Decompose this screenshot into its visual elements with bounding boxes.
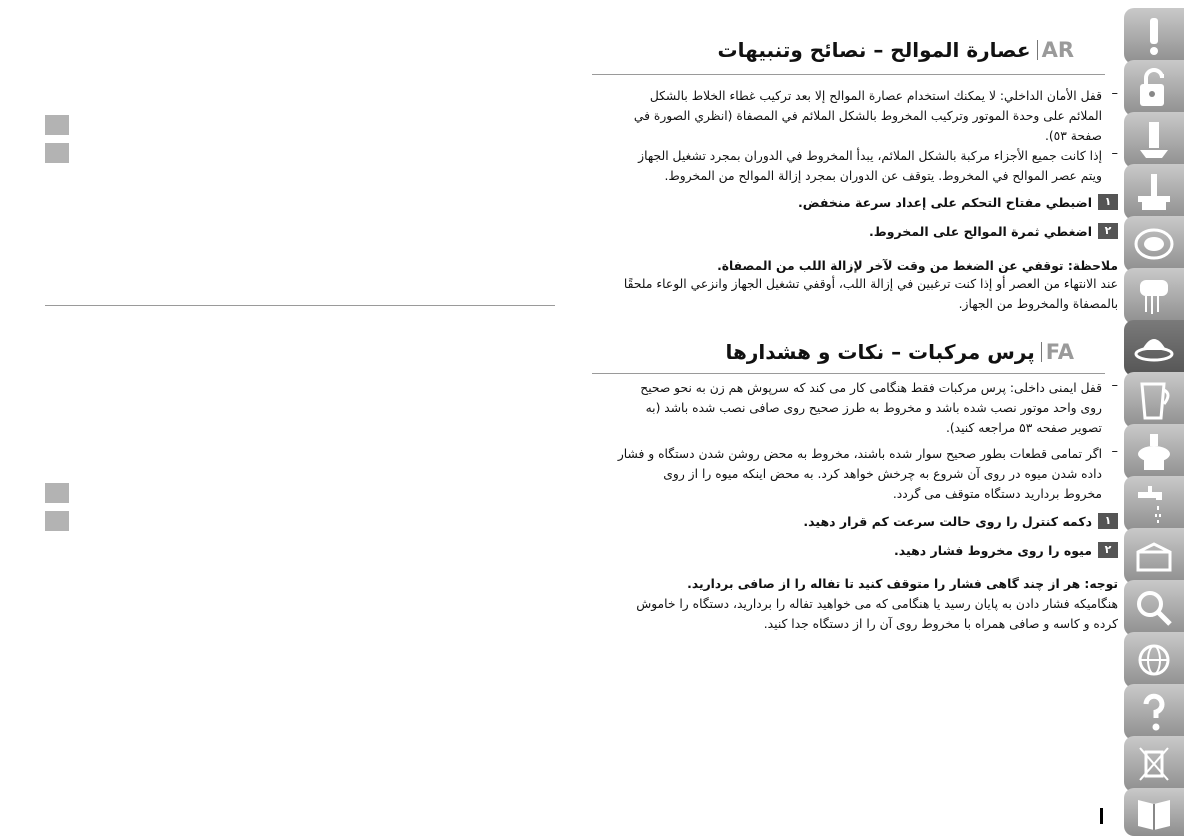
ar-step-2 (869, 223, 1118, 239)
tab-storage[interactable] (1124, 528, 1184, 584)
ar-bullet-mark-1: – (1111, 86, 1118, 101)
tab-juicer[interactable] (1124, 424, 1184, 480)
faucet-cleaning-icon (1132, 482, 1176, 526)
fa-bullet2-line3: مخروط بردارید دستگاه متوقف می گردد. (892, 487, 1102, 501)
tab-blender[interactable] (1124, 112, 1184, 168)
left-divider (45, 305, 555, 306)
ar-title: عصارة الموالح – نصائح وتنبيهات (717, 38, 1031, 62)
magnifier-icon (1132, 586, 1176, 630)
ar-step-1 (798, 194, 1118, 210)
fa-step-1 (803, 513, 1118, 529)
fa-bullet-mark-2: – (1111, 444, 1118, 459)
tab-jug[interactable] (1124, 372, 1184, 428)
fa-end-text (558, 594, 1118, 634)
question-mark-icon (1132, 690, 1176, 734)
ar-bullet1-text (592, 86, 1102, 146)
fa-end-line1: هنگامیکه فشار دادن به پایان رسید یا هنگامی که می خواهید تفاله را بردارید، دستگاه را خاموش (636, 597, 1118, 611)
fa-bullet2-line1: اگر تمامی قطعات بطور صحیح سوار شده باشند، مخروط به محض روشن شدن دستگاه و فشار (617, 447, 1102, 461)
tab-questions[interactable] (1124, 684, 1184, 740)
fa-step-2-number: ۲ (1098, 542, 1118, 558)
ar-bullet1-line1: قفل الأمان الداخلي: لا يمكنك استخدام عصارة الموالح إلا بعد تركيب غطاء الخلاط بالشكل (649, 89, 1102, 103)
tab-guarantee[interactable] (1124, 632, 1184, 688)
left-marker-3 (45, 483, 69, 503)
tab-manual[interactable] (1124, 788, 1184, 836)
ar-bullet2-line2: ويتم عصر الموالح في المخروط. يتوقف عن الدوران بمجرد إزالة الموالح من المخروط. (664, 169, 1102, 183)
ar-end-line1: عند الانتهاء من العصر أو إذا كنت ترغبين في إزالة اللب، أوقفي تشغيل الجهاز وانزعي الوعاء ملحقًا (623, 277, 1118, 291)
fa-note: توجه: هر از چند گاهی فشار را متوقف کنید تا تفاله را از صافی بردارید. (687, 577, 1118, 591)
fa-step-2 (894, 542, 1118, 558)
tab-processor[interactable] (1124, 164, 1184, 220)
tab-cleaning[interactable] (1124, 476, 1184, 532)
ar-note: ملاحظة: توقفي عن الضغط من وقت لآخر لإزالة اللب من المصفاة. (717, 259, 1118, 273)
ar-bullet1-line3: صفحة ٥٣). (1044, 129, 1102, 143)
ar-lang-code: AR (1037, 40, 1074, 60)
fa-bullet1-line1: قفل ایمنی داخلی: پرس مرکبات فقط هنگامی کار می کند که سرپوش هم زن به نحو صحیح (640, 381, 1102, 395)
left-marker-1 (45, 115, 69, 135)
fa-bullet1-text (592, 378, 1102, 438)
tab-mixer[interactable] (1124, 268, 1184, 324)
fa-bullet2-line2: داده شدن میوه در روی آن شروع به چرخش خواهد کرد. به محض اینکه میوه را از روی (663, 467, 1102, 481)
ar-step-1-text: اضبطي مفتاح التحكم على إعداد سرعة منخفض. (798, 194, 1092, 210)
page-number-marker (1100, 808, 1103, 824)
ar-step-1-number: ١ (1098, 194, 1118, 210)
unlocked-padlock-icon (1132, 66, 1176, 110)
ar-end-text (558, 274, 1118, 314)
mixer-icon (1132, 274, 1176, 318)
disc-blade-icon (1132, 222, 1176, 266)
worldwide-guarantee-icon (1132, 638, 1176, 682)
tab-safety[interactable] (1124, 8, 1184, 64)
ar-bullet2-line1: إذا كانت جميع الأجزاء مركبة بالشكل الملائم، يبدأ المخروط في الدوران بمجرد تشغيل الجهاز (638, 149, 1102, 163)
fa-bullet2-text (592, 444, 1102, 504)
fa-title: پرس مرکبات – نکات و هشدارها (725, 340, 1035, 364)
tab-troubleshoot[interactable] (1124, 580, 1184, 636)
ar-bullet1-line2: الملائم على وحدة الموتور وتركيب المخروط بالشكل الملائم في المصفاة (انظري الصورة في (633, 109, 1102, 123)
fa-title-row (726, 340, 1075, 364)
fa-end-line2: کرده و کاسه و صافی همراه با مخروط روی آن را از دستگاه جدا کنید. (763, 617, 1118, 631)
measuring-jug-icon (1132, 378, 1176, 422)
tab-unlock[interactable] (1124, 60, 1184, 116)
sidebar-tabs (1124, 0, 1192, 839)
ar-bullet2-text (592, 146, 1102, 186)
fa-bullet-mark-1: – (1111, 378, 1118, 393)
exclamation-icon (1132, 14, 1176, 58)
fa-lang-code: FA (1041, 342, 1074, 362)
tab-citrus[interactable] (1124, 320, 1184, 376)
fa-step-1-text: دکمه کنترل را روی حالت سرعت کم قرار دهید. (803, 513, 1092, 529)
tab-environment[interactable] (1124, 736, 1184, 792)
citrus-press-icon (1132, 326, 1176, 370)
storage-box-icon (1132, 534, 1176, 578)
ar-title-row (718, 38, 1074, 62)
fa-step-1-number: ۱ (1098, 513, 1118, 529)
ar-step-2-text: اضغطي ثمرة الموالح على المخروط. (869, 223, 1092, 239)
manual-book-icon (1132, 790, 1176, 834)
ar-bullet-mark-2: – (1111, 146, 1118, 161)
food-processor-icon (1132, 170, 1176, 214)
fa-bullet1-line3: تصویر صفحه ۵۳ مراجعه کنید). (945, 421, 1102, 435)
blender-jar-icon (1132, 118, 1176, 162)
tab-disc[interactable] (1124, 216, 1184, 272)
ar-title-underline (592, 74, 1105, 75)
fa-title-underline (592, 373, 1105, 374)
ar-step-2-number: ٢ (1098, 223, 1118, 239)
left-marker-2 (45, 143, 69, 163)
juicer-icon (1132, 430, 1176, 474)
crossed-bin-icon (1132, 742, 1176, 786)
fa-bullet1-line2: روی واحد موتور نصب شده باشد و مخروط به طرز صحیح روی صافی نصب شده باشد (به (645, 401, 1102, 415)
fa-step-2-text: میوه را روی مخروط فشار دهید. (894, 542, 1092, 558)
ar-end-line2: بالمصفاة والمخروط من الجهاز. (958, 297, 1118, 311)
left-marker-4 (45, 511, 69, 531)
